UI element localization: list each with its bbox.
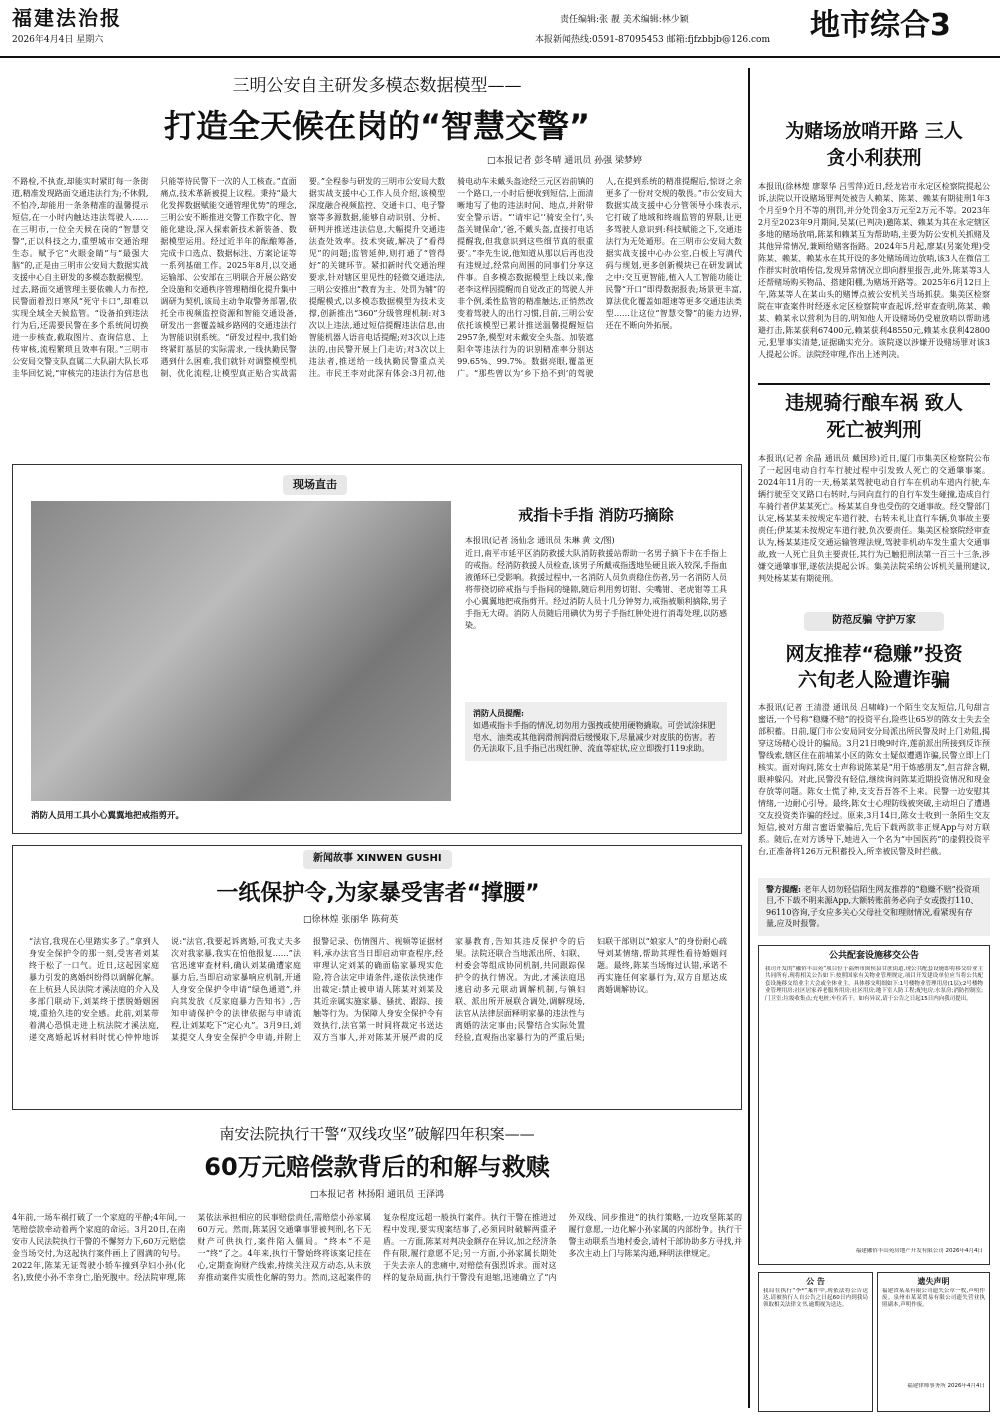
bottom-kicker: 南安法院执行干警“双线攻坚”破解四年积案—— [219,1125,535,1143]
notice2-body: 我局在执行“李*”案件中,现依法将公告送达,请被执行人自公告之日起60日内到我局领取相关法律文书,逾期视为送达。 [763,1287,868,1309]
scene-feature [12,464,742,834]
police-tip-title: 警方提醒: [766,883,801,894]
fire-tip [465,702,727,760]
issue-date: 2026年4月4日 星期六 [12,35,104,45]
story-byline: □徐林煌 张丽华 陈荷英 [303,915,399,925]
right1-title: 为赌场放哨开路 三人贪小利获刑 [785,120,963,169]
masthead [0,0,1000,58]
notice3-title: 遗失声明 [917,1277,950,1286]
story-body: “法官,我现在心里踏实多了。”拿到人身安全保护令的那一刻,受害者刘某终于松了一口气。近日,这起因家庭暴力引发的离婚纠纷得以调解化解。在上杭县人民法院才溪法庭的介入及多部门联动下,刘某终于摆脱婚姻困境,重拾久违的安全感。此前,刘某带着满心恐惧走进上杭法院才溪法庭,递交离婚起诉材料时忧心忡忡地诉说:“法官,我要起诉离婚,可我丈夫多次对我家暴,我实在怕他报复……”法官迅速审查材料,确认刘某确遭家庭暴力后,当即启动家暴响应机制,开通人身安全保护令申请“绿色通道”,并向其发放《反家庭暴力告知书》,告知申请保护令的法律依据与申请流程,让刘某吃下“定心丸”。3月9日,刘某提交人身安全保护令申请,并附上报警记录、伤情图片、视频等证据材料,承办法官当日即启动审查程序,经审理认定刘某的确面临家暴现实危险,符合法定申请条件,遂依法快速作出裁定:禁止被申请人陈某对刘某及其近亲属实施家暴、骚扰、跟踪、接触等行为。为保障人身安全保护令有效执行,法官第一时间将裁定书送达双方当事人,并对陈某开展严肃的反家暴教育,告知其违反保护令的后果。法院还联合当地派出所、妇联、村委会等组成协同机制,共同跟踪保护令的执行情况。为此,才溪法庭迅速启动多元联动调解机制,与镇妇联、派出所开展联合调处,调解现场,法官从法律层面释明家暴的违法性与离婚的法定事由;民警结合实际处置经验,直观指出家暴行为的严重后果;妇联干部则以“娘家人”的身份耐心疏导刘某情绪,帮助其理性看待婚姻问题。最终,陈某当场悔过认错,承诺不再实施任何家暴行为,双方自愿达成离婚调解协议。 [29,937,727,1042]
right3-body: 本报讯(记者 王清澄 通讯员 吕啸峰)一个陌生交友短信,几句甜言蜜语,一个号称“稳赚不赔”的投资平台,险些让65岁的陈女士失去全部积蓄。日前,厦门市公安局同安分局派出所民警及时上门劝阻,揭穿这场精心设计的骗局。3月21日晚9时许,莲前派出所接到反诈预警线索,辖区住在前埔某小区的陈女士疑似遭遇诈骗,民警立即上门核实。面对询问,陈女士声称说陈某是“用于炼感朋友”,但言辞含糊,眼神躲闪。对此,民警没有轻信,继续询问陈某近期投资情况和现金存放等问题。陈女士慌了神,支支吾吾答不上来。民警一边安慰其情绪,一边耐心引导。最终,陈女士心理防线被突破,主动坦白了遭遇交友投资类诈骗的经过。原来,3月14日,陈女士收到一条陌生交友短信,被对方甜言蜜语蒙骗后,先后下载两款非正规App与对方联系。随后,在对方诱导下,她进入一个名为“中国医药”的虚假投资平台,正准备将126万元积蓄投入,所幸被民警及时拦截。 [758,702,990,856]
police-tip [758,878,990,936]
lead-body: 不路检,不执查,却能实时紧盯每一条街道,精准发现路面交通违法行为;不休假,不怕冷,却能用一条条精准的温馨提示短信,在一小时内触达违法驾驶人……在三明市,一位全天候在岗的“智慧交警”,正以科技之力,重塑城市交通治理生态。赋予它“火眼金睛”与“最强大脑”的,正是由三明市公安局大数据实战支援中心自主研发的多模态数据模型。过去,路面交通管理主要依赖人力布控,民警面着烈日寒风“死守卡口”,却难以实现全域全天候监管。“设备拍到违法行为后,还需要民警在多个系统间切换进一步核查,截取图片、查询信息、上传审核,流程繁琐且效率有限。”三明市公安局交警支队直属二大队副大队长邓圭华回忆说,“审核完的违法行为信息也只能等待民警下一次的人工核查。”直面痛点,技术革新被提上议程。秉持“最大化发挥数据赋能交通管理优势”的理念,三明公安不断推进交警工作数字化、智能化建设,深入探索新技术新装备、数据模型运用。经过近半年的酝酿筹备,完成卡口选点、数据标注、方案论证等一系列基础工作。2025年8月,以交通运输部、公安部在三明联合开展公路安全设施和交通秩序管理精细化提升集中调研为契机,该局主动争取警务部署,依托全市视频监控资源和智能交通设备,研发出一套覆盖城乡路网的交通违法行为智能识别系统。“研发过程中,我们始终紧盯基层的实际需求,一线执勤民警遇到什么困难,我们就针对调整模型机制、优化流程,让模型真正贴合实战需要。”全程参与研发的三明市公安局大数据实战支援中心工作人员介绍,该模型深度融合视频监控、交通卡口、电子警察等多源数据,能够自动识别、分析、研判并推送违法信息,大幅提升交通违法查处效率。技术突破,解决了“看得见”的问题;监管延伸,则打通了“管得好”的关键环节。紧扣新时代交通治理要求,针对辖区里见性的轻微交通违法,三明公安推出“教育为主、处罚为辅”的提醒模式,以多模态数据模型为技术支撑,创新推出“360”分级管理机制:对3次以上违法,通过短信提醒违法信息,由智能机器人语音电话提醒;对3次以上违法的,由民警开展上门走访;对3次以上违法者,推送给一线执勤民警重点关注。市民王李对此深有体会:3月初,他骑电动车未戴头盔途经三元区岩前镇的一个路口,一小时后便收到短信,上面清晰地写了他的违法时间、地点,并附带安全警示语。“‘请牢记’‘骑安全行’,头盔关键保命’,‘爸,不戴头盔,直接打电话提醒我,但我意识到这些细节真的很重要’。”李先生说,他知道从那以后再也没有违规过,经常向周围的同事们分享这件事。自多模态数据模型上线以来,像老李这样因提醒而自觉改正的驾驶人并非个例,柔性监管的精准触达,正悄然改变着驾驶人的出行习惯,目前,三明公安依托该模型已累计推送温馨提醒短信2957条,模型对未戴安全头盔、加装遮阳伞等违法行为的识别精准率分别达99.65%、99.7%。数据亮眼,覆盖更广。“那些曾以为‘乡下拾不到’的驾驶人,在提到系统的精准提醒后,惊讶之余更多了一份对交规的敬畏。”市公安局大数据实战支援中心分管领导小珠表示,它打破了地域和终端监管的界限,让更多驾驶人意识到:科技赋能之下,交通违法行为无处遁形。在三明市公安局大数据实战支援中心办公室,白板上写满代码与规划,更多创新模块已在研发调试之中:交互更智能,植入人工智能功能让民警“开口”即得数据报表;场景更丰富,算法优化覆盖如超速等更多交通违法类型……让这位“智慧交警”的能力边界,还在不断向外拓展。 [12,177,742,379]
notice4-signer: 福建律师事务所 2026年4月4日 [907,1382,985,1389]
right2-body: 本报讯(记者 余晶 通讯员 戴国珍)近日,厦门市集美区检察院公布了一起因电动自行车行驶过程中引发致人死亡的交通肇事案。2024年11月的一天,杨某某驾驶电动自行车在机动车道内行驶,车辆行驶至交叉路口右转时,与同向直行的自行车发生碰撞,造成自行车骑行者伊某某死亡。杨某某自身也受伤的交通事故。经交警部门认定,杨某某未按规定车道行驶、右转未礼让直行车辆,负事故主要责任;伊某某未按规定车道行驶,负次要责任。集美区检察院经审查认为,杨某某违反交通运输管理法规,驾驶非机动车发生重大交通事故,致一人死亡且负主要责任,其行为已触犯刑法第一百三十三条,涉嫌交通肇事罪,遂依法提起公诉。集美法院采纳公诉机关量刑建议,判处杨某某有期徒刑。 [758,454,990,584]
section-divider [758,383,990,385]
lead-article [12,68,742,458]
scene-body: 近日,南平市延平区消防救援大队消防救援站帮助一名男子摘下卡在手指上的戒指。经消防救援人员检查,该男子所戴戒指透地坠硬且嵌入较深,手指血液循环已受影响。救援过程中,一名消防人员负责稳住伤者,另一名消防人员将带挠切碎戒指与手指间的缝隙,随后利用剪切钳、尖嘴钳、老虎钳等工具小心翼翼地把戒指剪开。经过消防人员十几分钟努力,戒指被顺利摘除,男子手指无大碍。消防人员随后用碘伏为男子手指红肿处进行消毒处理,以防感染。 [465,549,727,631]
scene-text [465,505,727,815]
fire-tip-title: 消防人员提醒: [473,708,524,719]
notice2-title: 公 告 [806,1277,825,1286]
notice-box-2 [758,1272,873,1412]
notice-body: 我司开发的“融侨丰山苑”项目位于福州市闽侯县甘蔗街道,现公共配套设施即将移交给业主共同所有,现将相关公告如下:按照国家有关物业管理规定,项目开发建设单位应当将公共配套设施移交给业主大会或全体业主。具体移交明细如下:1号楼物业管理用房(1层);2号楼物业管理用房;社区居家养老服务用房;社区用房;地下室人防工程;配电房;水泵房;消防控制室;门卫室;垃圾收集点;充电桩;车位若干。如有异议,请于公告之日起15日内向我司提出。 [765,966,983,1002]
lead-title: 打造全天候在岗的“智慧交警” [163,106,591,145]
notice-signer: 福建融侨丰山苑房地产开发有限公司 2026年4月4日 [855,1248,983,1255]
police-tip-text: 老年人切勿轻信陌生网友推荐的“稳赚不赔”投资项目,不下载不明来源App,大额转账前务必向子女或拨打110、96110咨询,子女应多关心父母社交和理财情况,看紧现有存量,应及时报警。 [766,884,980,929]
right1-body: 本报讯(徐林煌 廖翠华 吕雪萍)近日,经龙岩市永定区检察院提起公诉,法院以开设赌场罪判处被告人赖某、陈某、赖某有期徒刑1年3个月至9个月不等的刑罚,并分处罚金3万元至2万元不等。2023年2月至2023年9月期间,吴某(已判决)邀陈某、赖某为其在永定辖区多地的赌场放哨,陈某和赖某互为帮助哨,主要为防公安机关抓赌及其他异常情况,兼顾给赌客指路。2024年5月起,廖某(另案处理)受陈某、赖某、赖某永在其开设的多处赌场周边放哨,该3人在微信工作群实时放哨传信,发现异常情况立即向群里报告,此外,陈某等3人还帮赌场购买物品、搭建阳棚,为赌场开路等。2025年6月12日上午,陈某等人在某山头的赌博点被公安机关当场抓获。集美区检察院在审查案件时经逐永定区检察院审查起诉,经审查查明,陈某、赖某、赖某永以营利为目的,明知他人开设赌场仍受雇放哨以帮助逃避打击,陈某获利67400元,赖某获利48550元,赖某永获利42800元,犯罪事实清楚,证据确实充分。该院遂以涉嫌开设赌场罪对该3人提起公诉。法院经审理,作出上述判决。 [758,182,990,360]
story-title: 一纸保护令,为家暴受害者“撑腰” [216,881,540,906]
fire-tip-text: 如遇戒指卡手指的情况,切勿用力强拽或使用硬物撬取。可尝试涂抹肥皂水、油类或其他润滑剂润滑后缓慢取下,尽量减少对皮肤的伤害。若仍无法取下,且手指已出现红肿、流血等症状,应立即拨打119求助。 [473,720,716,754]
lead-kicker: 三明公安自主研发多模态数据模型—— [232,76,522,96]
story-feature [12,845,742,1110]
newspaper-logo: 福建法治报 [12,6,122,30]
photo-caption: 消防人员用工具小心翼翼地把戒指剪开。 [31,811,185,821]
right2-title: 违规骑行酿车祸 致人死亡被判刑 [785,392,963,441]
bottom-title: 60万元赔偿款背后的和解与救赎 [204,1152,550,1181]
editors-line: 责任编辑:张 靓 美术编辑:林少颖 [560,15,689,25]
section-title: 地市综合3 [810,8,951,43]
notice-box-3 [877,1272,990,1412]
lead-byline: □本报记者 彭冬晴 通讯员 孙强 梁梦婷 [487,156,642,167]
notice-title: 公共配套设施移交公告 [828,951,919,961]
right-article-1 [758,118,990,373]
right3-title: 网友推荐“稳赚”投资 六旬老人险遭诈骗 [785,642,963,692]
right-article-3 [758,612,990,937]
firefighters-photo [31,501,451,801]
bottom-byline: □本报记者 林扬阳 通讯员 王泽鸿 [309,1189,445,1200]
scene-byline: 本报讯(记者 汤仙念 通讯员 朱琳 黄 文/图) [465,535,615,545]
hotline-line: 本报新闻热线:0591-87095453 邮箱:fjfzbbjb@126.com [535,35,770,45]
scene-tag: 现场直击 [283,475,347,495]
column-divider [748,68,750,1408]
bottom-article [12,1120,742,1420]
scene-title: 戒指卡手指 消防巧摘除 [518,506,674,524]
notice3-body: 福建省某某有限公司遗失公章一枚,声明作废。泉州市某某贸易有限公司遗失营业执照副本,声明作废。 [882,1287,985,1309]
right-article-2 [758,390,990,600]
bottom-body: 4年前,一场车祸打破了一个家庭的平静;4年间,一笔赔偿款牵动着两个家庭的命运。3月20日,在南安市人民法院执行干警的不懈努力下,60万元赔偿金当场交付,为这起执行案件画上了圆满的句号。2022年,陈某无证驾驶小轿车撞到孕妇小孙(化名),致使小孙不幸身亡,胎死腹中。经法院审理,陈某依法承担相应的民事赔偿责任,需赔偿小孙家属60万元。然而,陈某因交通肇事罪被判刑,名下无财产可供执行,案件陷入僵局。“终本”不是一“终”了之。4年来,执行干警始终将该案记挂在心,定期查询财产线索,持续关注双方动态,从未放弃推动案件实质性化解的努力。然而,这起案件的复杂程度远超一般执行案件。执行干警在推进过程中发现,要实现案结事了,必须同时破解两重矛盾。一方面,陈某对判决金额存在异议,加之经济条件有限,履行意愿不足;另一方面,小孙家属长期处于失去亲人的悲痛中,对赔偿有强烈诉求。面对这样的复杂局面,执行干警没有退缩,迅速确立了“内外双线、同步推进”的执行策略,一边攻坚陈某的履行意愿,一边化解小孙家属的内部纷争。执行干警主动联系当地村委会,请村干部协助多方寻找,并多次主动上门与陈某沟通,释明法律规定。 [12,1212,742,1282]
story-tag: 新闻故事 XINWEN GUSHI [303,850,452,869]
notice-box [758,945,990,1265]
anti-fraud-tag: 防范反骗 守护万家 [804,612,944,631]
